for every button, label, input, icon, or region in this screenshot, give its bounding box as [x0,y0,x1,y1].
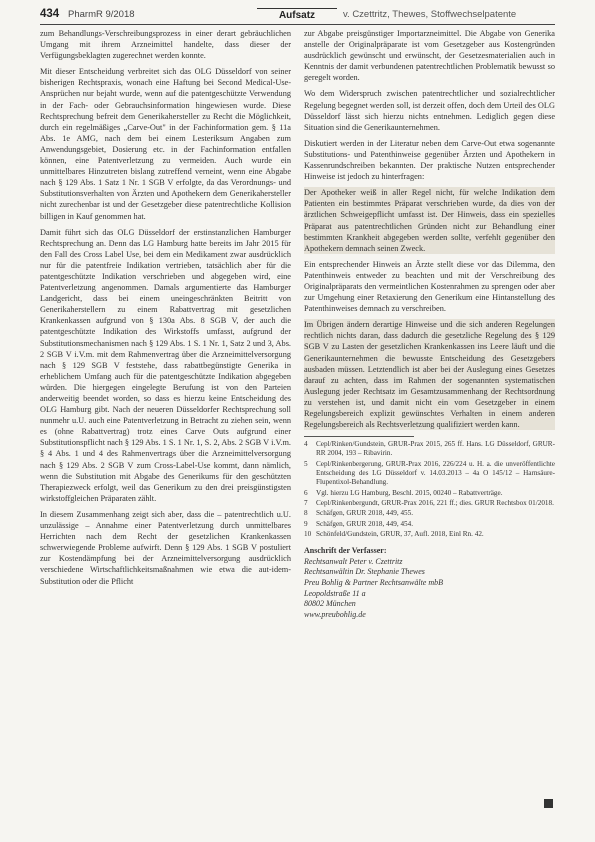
paragraph: Mit dieser Entscheidung verbreitet sich das OLG Düsseldorf von seiner bisherigen Rechtspraxis, wonach eine Haftung bei Second Medical-Use-Ansprüchen nur bejaht wurde, wenn auf die patentgeschützte Verwendung in der Fach- oder Gebrauchsinformation hingewiesen wurde. Diese Rechtsprechung befreit dem Generikahersteller zu Recht die Möglichkeit, durch ein regelmäßiges „Carve-Out" in der Fachinformation gem. § 11a Abs. 1e AMG, nach dem bei einem Lesteriksum Angaben zum Anwendungsgebiet, Dosierung etc. in der Fachinformation entfallen können, eine Patentverletzung zu vermeiden. Auch wurde ein unmittelbares Hinzutreten bislang zutreffend verneint, wenn eine Abgabe nach § 129 Abs. 1 Satz 1 Nr. 1 SGB V erfolgte, da das Verordnungs- und Substitutionsverhalten von Ärzten und Apothekern dem Generikahersteller nicht zurechenbar ist und der Gesetzgeber diese patentrechtliche Kollision billigen in Kauf genommen hat. [40,67,291,221]
end-of-article-mark [544,799,553,808]
address-website[interactable]: www.preubohlig.de [304,609,366,619]
address-line: Rechtsanwältin Dr. Stephanie Thewes [304,567,425,577]
right-column [304,28,555,620]
footnote-number: 9 [304,519,308,528]
footnote-text: Schäfgen, GRUR 2018, 449, 454. [316,519,414,528]
footnotes [304,440,555,539]
highlighted-paragraph: Im Übrigen ändern derartige Hinweise und die sich anderen Regelungen rechtlich nichts daran, dass dadurch die gesetzliche Regelung des § 129 SGB V zu Lasten der gesetzlichen Krankenkassen ins Leere läuft und die Generikaunternehmen die bewusste Entscheidung des Gesetzgebers ausbaden müssen. Letztendlich ist aber bei der Auslegung eines Gesetzes darauf zu achten, dass im Rahmen der sogenannten systematischen Auslegung jeder Rechtsatz im Gesamtzusammenhang der Rechtsordnung zu verstehen ist, und damit nicht ein vom Gesetzgeber in einem Regelungsbereich explizit gewünschtes Verhalten in einem anderen Regelungsbereich als Rechtsverletzung qualifiziert werden kann. [304,320,555,430]
section-label: Aufsatz [257,8,337,21]
footnote-text: Cepl/Rinkenbergundt, GRUR-Prax 2016, 221 ff.; dies. GRUR Rechtsbox 01/2018. [316,498,554,507]
footnote [304,440,555,459]
footnote [304,530,555,539]
footnote-text: Schäfgen, GRUR 2018, 449, 455. [316,509,414,518]
footnote-number: 5 [304,459,308,468]
footnote-text: Vgl. hierzu LG Hamburg, Beschl. 2015, 00240 – Rabattverträge. [316,488,503,497]
address-line: Leopoldstraße 11 a [304,588,366,598]
header-rule [40,24,555,25]
left-column [40,28,291,592]
paragraph: In diesem Zusammenhang zeigt sich aber, dass die – patentrechtlich u.U. unzulässige – Annahme einer Patentverletzung durch unmittelbares Herrichten nach dem Recht der gesetzlichen Krankenkassen schwerwiegende Probleme aufwirft. Denn § 129 Abs. 1 SGB V postuliert zur Kostendämpfung bei der Arzneimittelversorgung ausdrücklich verschiedene Wirtschaftlichkeitsmaßnahmen wie etwa die aut-idem-Substitution oder die Pflicht [40,509,291,586]
footnote [304,520,555,529]
paragraph: Wo dem Widerspruch zwischen patentrechtlicher und sozialrechtlicher Regelung begegnet werden soll, ist derzeit offen, doch dem Urteil des OLG Düsseldorf lässt sich hierzu nichts entnehmen. Lediglich gegen diese Situation sind die Generikaunternehmen. [304,89,555,132]
footnote-text: Cepl/Rinken/Gundstein, GRUR-Prax 2015, 265 ff. Hans. LG Düsseldorf, GRUR-RR 2004, 193 – Ribavirin. [316,440,555,458]
footnote [304,509,555,518]
footnote-number: 6 [304,488,308,497]
footnote [304,499,555,508]
footnote-text: Cepl/Rinkenbergerung, GRUR-Prax 2016, 226/224 u. H. a. die unveröffentlichte Entscheidung des LG Düsseldorf v. 14.03.2013 – 4a O 145/12 – Harnsäure-Flupentixol-Behandlung. [316,459,555,487]
author-address [304,546,555,620]
footnote [304,460,555,488]
highlighted-paragraph: Der Apotheker weiß in aller Regel nicht, für welche Indikation dem Patienten ein bestimmtes Präparat verschrieben wurde, da dies von der ärztlichen Schweigepflicht umfasst ist. Der Hinweis, dass ein spezielles Präparat aus patentrechtlichen Gründen nicht zur Behandlung einer bestimmten Krankheit abgegeben werden sollte, verfehlt gegenüber den Apothekern demnach seinen Zweck. [304,188,555,253]
footnote-number: 10 [304,529,312,538]
paragraph: zum Behandlungs-Verschreibungsprozess in einer derart gebräuchlichen Umgang mit ihrem Arzneimittel handelte, dass dieser der Verfügungsbeklagten zugerechnet werden konnte. [40,29,291,61]
paragraph: Damit führt sich das OLG Düsseldorf der erstinstanzlichen Hamburger Rechtsprechung an. Denn das LG Hamburg hatte bereits im Jahr 2015 für den Fall des Cross Label Use, bei dem ein Medikament zwar ausdrücklich nur für die patentfreie Indikation vertrieben, tatsächlich aber für die patentgeschützte Indikation verschrieben und abgegeben wird, eine Patentverletzung angenommen. Damals argumentierte das Hamburger Landgericht, dass bei einem uneingeschränkten Beitritt von Generikaherstellern zu einem Rabattvertrag mit gesetzlichen Krankenkassen aufgrund von § 130a Abs. 8 SGB V, der auch die patentgeschützte Indikation des Wirkstoffs umfasst, aufgrund der Substitutionsmechanismen nach § 129 Abs. 1 S. 1 Nr. 1, Satz 2 und 3, Abs. 2 SGB V i.V.m. mit dem Rahmenvertrag über die Arzneimittelversorgung nach § 129 SGB V feststehe, dass rabattbegünstigte Generika in erheblichem Umfang auch für die patentgeschützte Indikation abgegeben würden. Die hiergegen eingelegte Berufung ist von den Parteien anderweitig beendet worden, so dass es hierzu keine Entscheidung des OLG Hamburg gibt. Nach der neueren Düsseldorfer Rechtsprechung soll nunmehr u.U. auch eine Patentverletzung in Betracht zu ziehen sein, wenn es (ohne Rabattvertrag) trotz eines Carve Outs aufgrund einer Substitutionspflicht nach § 129 Abs. 1 S. 1 Nr. 1, S. 2, Abs. 2 SGB V i.V.m. § 4 Abs. 1 und 4 des Rahmenvertrags über die Arzneimittelversorgung nach § 129 Abs. 2 SGB V zum Cross-Label-Use kommt, dann nämlich, wenn die Substitution mit Abgabe des Generikums für den geschützten Therapiezweck erfolgt, weil das Generikum zu den drei preisgünstigsten wirkstoffgleichen Präparaten zählt. [40,227,291,503]
footnote [304,489,555,498]
journal-issue: PharmR 9/2018 [68,9,135,20]
running-head-authors: v. Czettritz, Thewes, Stoffwechselpatente [343,9,517,20]
address-heading: Anschrift der Verfasser: [304,546,387,556]
footnote-number: 7 [304,498,308,507]
page-number: 434 [40,8,60,20]
footnote-rule [304,436,414,437]
footnote-number: 8 [304,509,308,518]
footnote-number: 4 [304,440,308,449]
footnote-text: Schönfeld/Gundstein, GRUR, 37, Aufl. 2018, Einl Rn. 42. [316,529,484,538]
address-line: 80802 München [304,599,356,609]
paragraph: Ein entsprechender Hinweis an Ärzte stellt diese vor das Dilemma, den Patenthinweis entweder zu beachten und mit der Verschreibung des Originalpräparats den vermeintlichen Kostenrahmen zu sprengen oder aber zur Umgehung einer Retaxierung den Generikum eine Hintanstellung des Patenthinweises demnach zu verschreiben. [304,259,555,314]
address-line: Preu Bohlig & Partner Rechtsanwälte mbB [304,577,444,587]
paragraph: Diskutiert werden in der Literatur neben dem Carve-Out etwa sogenannte Substitutions- und Patenthinweise gegenüber Ärzten und Apothekern in Kassenrundschreiben bekannten. Der praktische Nutzen entsprechender Hinweise ist jedoch zu hinterfragen: [304,138,555,182]
paragraph: zur Abgabe preisgünstiger Importarzneimittel. Die Abgabe von Generika anstelle der Originalpräparate ist vom Gesetzgeber aus Kostengründen ausdrücklich gewünscht und erwünscht, der Gesetzesmaterialien auch in Kenntnis der damit verbundenen patentrechtlichen Problematik bewusst so geregelt worden. [304,29,555,83]
address-line: Rechtsanwalt Peter v. Czettritz [304,556,403,566]
